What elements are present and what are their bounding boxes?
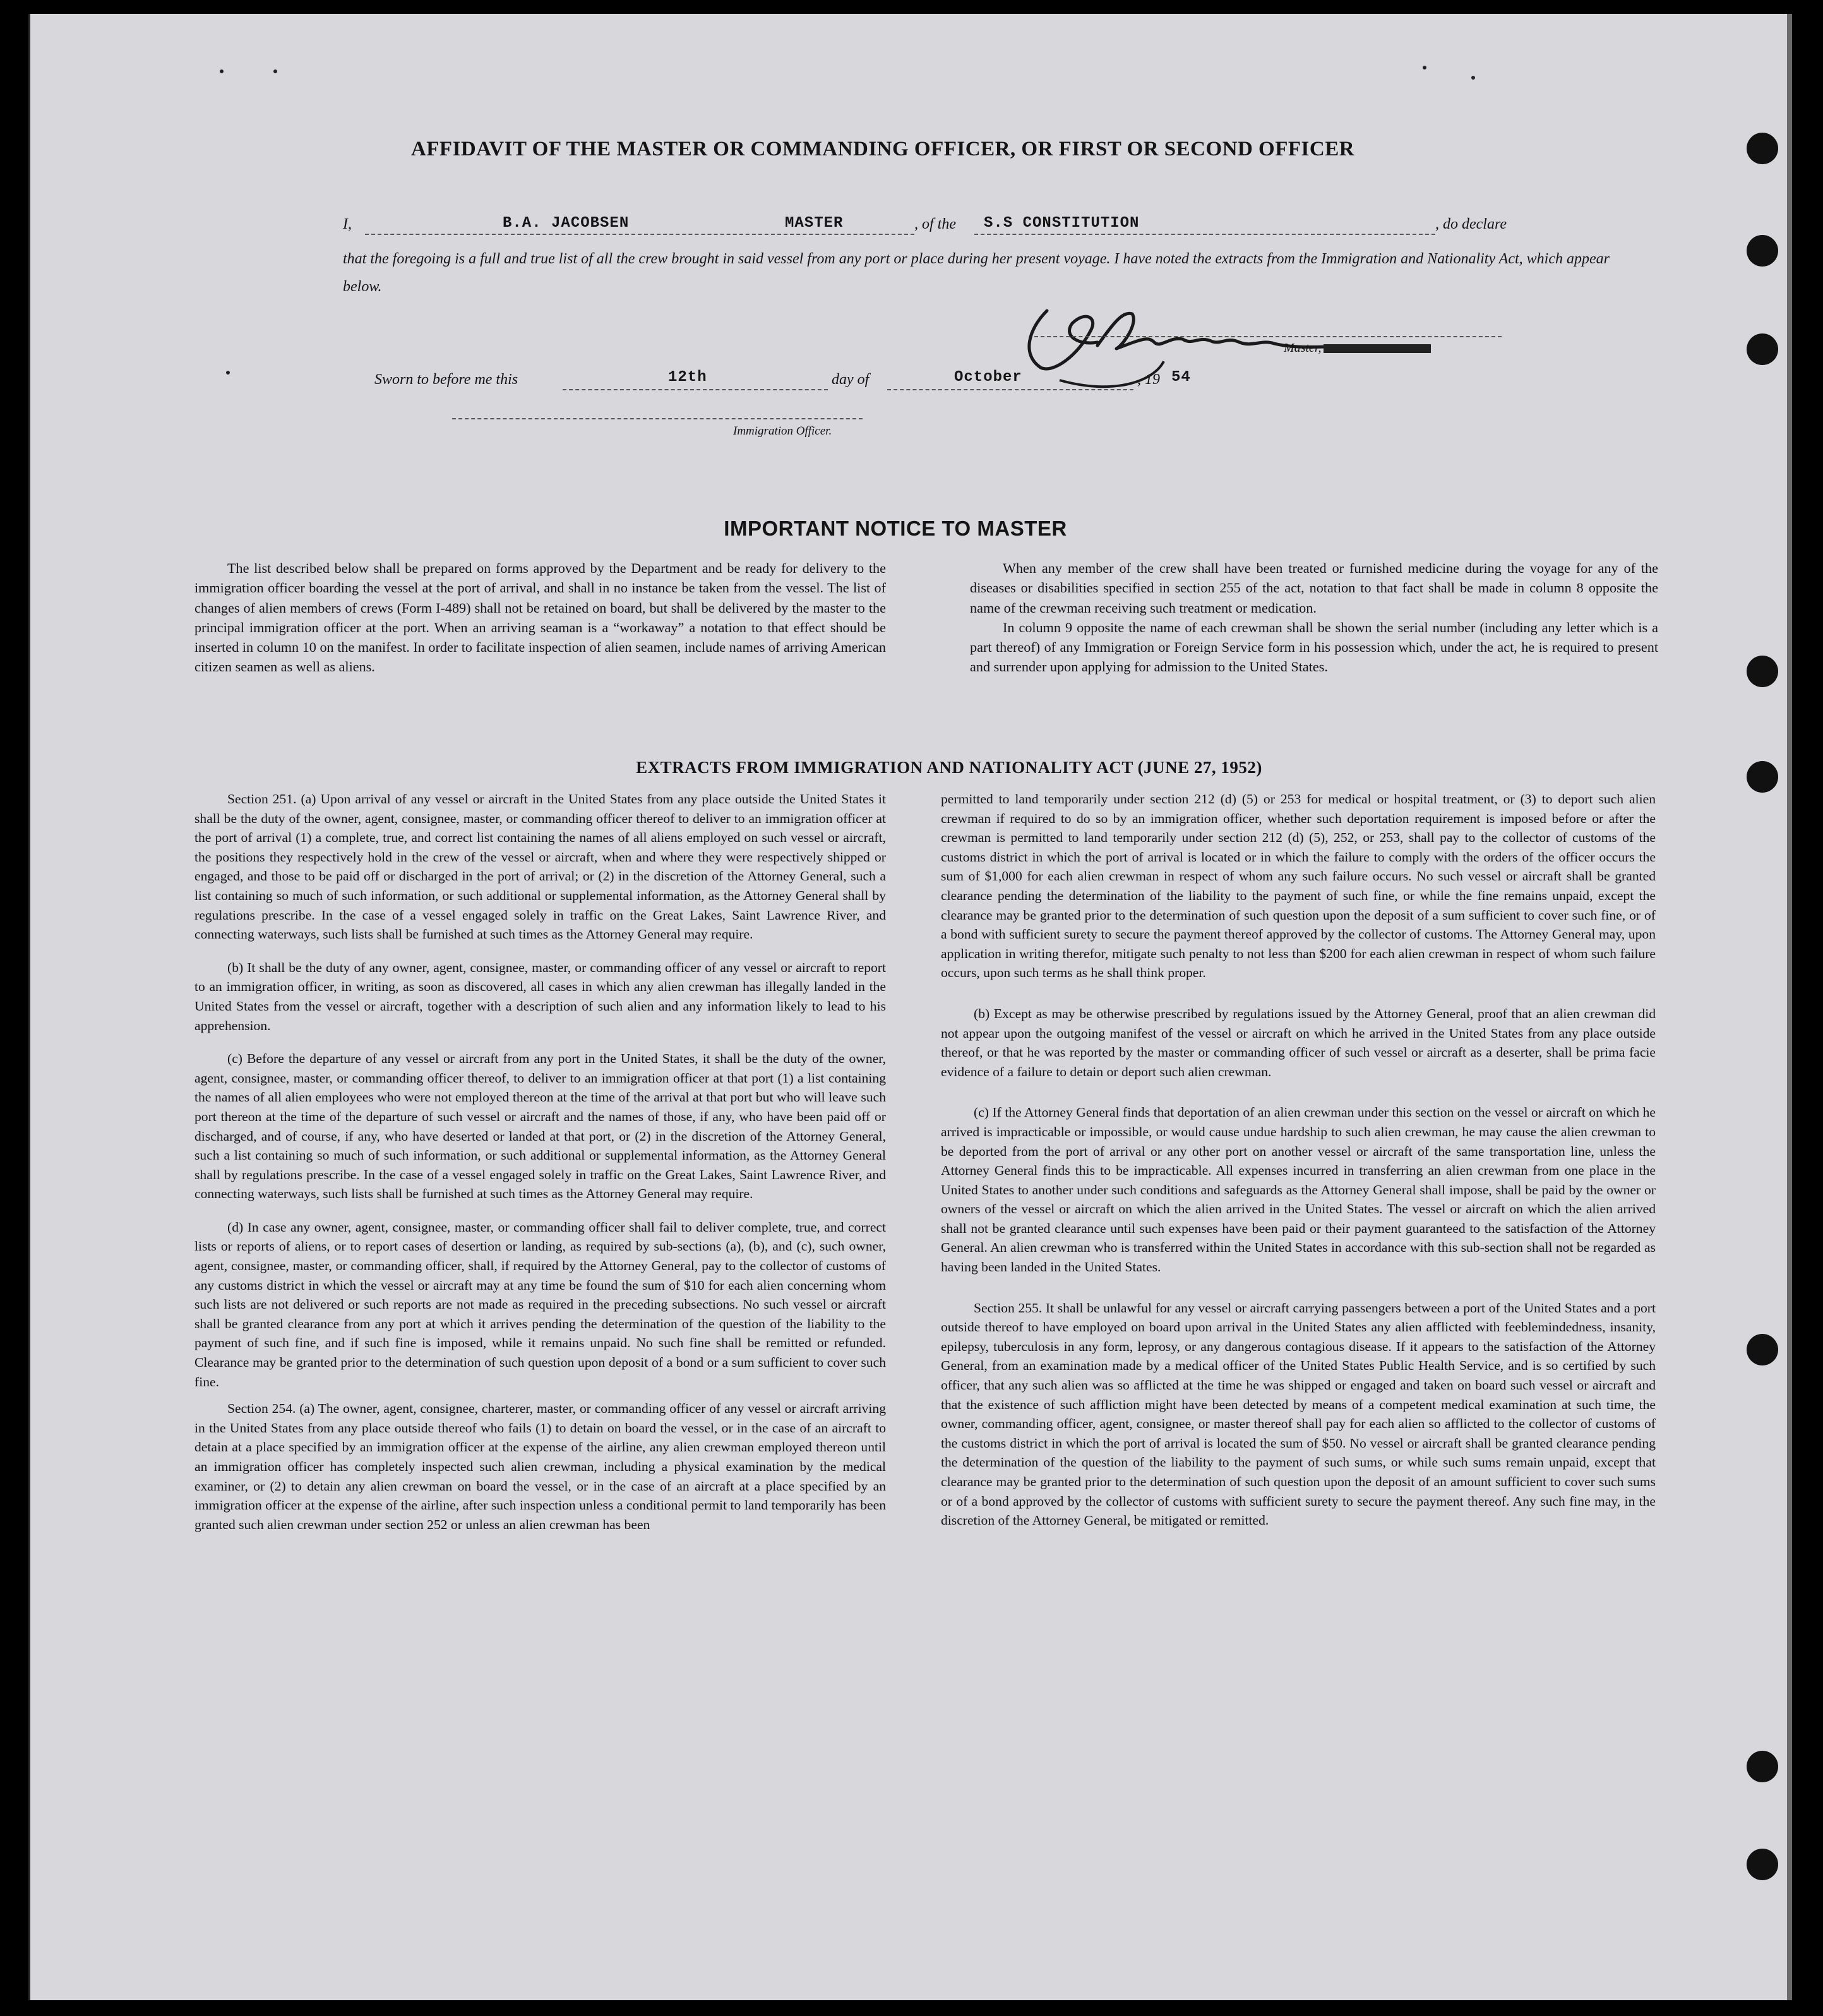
- punch-hole: [1747, 1334, 1778, 1365]
- speck: [1423, 66, 1426, 69]
- notice-paragraph: In column 9 opposite the name of each crewman shall be shown the serial number (including any letter which is a part thereof) of any Immigration or Foreign Service form in his possession which, under the act, he is required to present and surrender upon applying for admission to the United States.: [970, 619, 1658, 675]
- struck-out-text: [1324, 344, 1431, 353]
- speck: [273, 69, 277, 73]
- section-254-a-continued: permitted to land temporarily under section 212 (d) (5) or 253 for medical or hospital treatment, or (3) to deport such alien crewman if required to do so by an immigration officer, whether such deportation requirement is imposed before or after the crewman is permitted to land temporarily under section 212 (d) (5), 252, or 253, shall pay to the collector of customs of the customs district in which the port of arrival is located or in which the failure to comply with the orders of the officer occurs the sum of $1,000 for each alien crewman in respect of whom any such failure occurs. No such vessel or aircraft shall be granted clearance pending the determination of the liability to the payment of such fine, or while the fine remains unpaid, except the clearance may be granted prior to the determination of such question upon the deposit of a sum sufficient to cover such fine, or of a bond with sufficient surety to secure the payment thereof approved by the collector of customs. The Attorney General may, upon application in writing therefor, mitigate such penalty to not less than $200 for each alien crewman in respect of whom such failure occurs, upon such terms as he shall think proper.: [941, 791, 1656, 981]
- year-suffix: 54: [1171, 369, 1191, 386]
- speck: [1471, 76, 1475, 80]
- sworn-month: October: [954, 369, 1022, 386]
- notice-paragraph: The list described below shall be prepared on forms approved by the Department and be ready for delivery to the immigration officer boarding the vessel at the port of arrival, and shall in no instance be taken from the vessel. The list of changes of alien members of crews (Form I-489) shall not be retained on board, but shall be delivered by the master to the principal immigration officer at the port. When an arriving seaman is a “workaway” a notation to that effect should be inserted in column 10 on the manifest. In order to facilitate inspection of alien seamen, include names of arriving American citizen seamen as well as aliens.: [194, 560, 886, 675]
- notice-left-column: [194, 558, 886, 685]
- punch-hole: [1747, 1751, 1778, 1782]
- extracts-left-column: [194, 789, 886, 1542]
- immigration-officer-caption: Immigration Officer.: [733, 424, 832, 438]
- document-page: [28, 14, 1792, 2000]
- section-254-c: (c) If the Attorney General finds that deportation of an alien crewman under this section on the vessel or aircraft on which he arrived is impracticable or impossible, or would cause undue hardship to such alien crewman, he may cause the alien crewman to be deported from the port of arrival or any other port on another vessel or aircraft of the same transportation line, unless the Attorney General finds this to be impracticable. All expenses incurred in transferring an alien crewman from one place in the United States to another under such conditions and safeguards as the Attorney General shall impose, shall be paid by the owner or owners of the vessel or aircraft on which the alien arrived in the United States. The vessel or aircraft on which the alien arrived shall not be granted clearance until such expenses have been paid or their payment guaranteed to the satisfaction of the Attorney General. An alien crewman who is transferred within the United States in accordance with this sub-section shall not be regarded as having been landed in the United States.: [941, 1105, 1656, 1275]
- punch-hole: [1747, 656, 1778, 687]
- extracts-right-column: [941, 789, 1656, 1538]
- blank-line: [563, 389, 828, 390]
- sworn-prefix: Sworn to before me this: [374, 371, 518, 388]
- of-the-text: , of the: [914, 216, 956, 232]
- blank-line: [887, 389, 1133, 390]
- notice-paragraph: When any member of the crew shall have been treated or furnished medicine during the voyage for any of the diseases or disabilities specified in section 255 of the act, notation to that fact shall be made in column 8 opposite the name of the crewman receiving such treatment or medication.: [970, 560, 1658, 616]
- blank-line: [974, 234, 1435, 235]
- section-255: Section 255. It shall be unlawful for any vessel or aircraft carrying passengers between a port of the United States and a port outside thereof to have employed on board upon arrival in the United States any alien afflicted with feeblemindedness, insanity, epilepsy, tuberculosis in any form, leprosy, or any dangerous contagious disease. If it appears to the satisfaction of the Attorney General, from an examination made by a medical officer of the United States Public Health Service, and is so certified by such officer, that any such alien was so afflicted at the time he was shipped or engaged and taken on board such vessel or aircraft and that the existence of such affliction might have been detected by means of a competent medical examination at such time, the owner, commanding officer, agent, consignee, or master thereof shall pay for each alien so afflicted to the collector of customs of the customs district in which the port of arrival is located the sum of $50. No vessel or aircraft shall be granted clearance pending the determination of the question of the liability to the payment of such sums, or while such sums remain unpaid, except that clearance may be granted prior to the determination of such question upon the deposit of an amount sufficient to cover such sums or of a bond approved by the collector of customs with sufficient surety to secure the payment thereof. Any such fine may, in the discretion of the Attorney General, be mitigated or remitted.: [941, 1300, 1656, 1528]
- sworn-day: 12th: [668, 369, 707, 386]
- master-caption: [1284, 341, 1431, 356]
- signature-line: [1034, 336, 1502, 337]
- section-251-c: (c) Before the departure of any vessel or aircraft from any port in the United States, it shall be the duty of the owner, agent, consignee, master, or commanding officer thereof, to deliver to an immigration officer at that port (1) a list containing the names of all alien employees who were not employed thereon at the time of the arrival at that port but who will leave such port thereon at the time of the departure of such vessel or aircraft and the names of those, if any, who have been paid off or discharged, and of course, if any, who have deserted or landed at that port, or (2) in the discretion of the Attorney General, such a list containing so much of such information, or such additional or supplemental information, as the Attorney General shall by regulations prescribe. In the case of a vessel engaged solely in traffic on the Great Lakes, Saint Lawrence River, and connecting waterways, such lists shall be furnished at such times as the Attorney General may require.: [194, 1051, 886, 1202]
- declaration-body: that the foregoing is a full and true list of all the crew brought in said vessel from any port or place during her present voyage. I have noted the extracts from the Immigration and Nationality Act, which appear below.: [343, 251, 1610, 295]
- year-prefix: , 19: [1137, 371, 1160, 388]
- section-254-b: (b) Except as may be otherwise prescribed by regulations issued by the Attorney General, proof that an alien crewman did not appear upon the outgoing manifest of the vessel or aircraft on which he arrived in the United States from any place outside thereof, or that he was reported by the master or commanding officer of such vessel or aircraft as a deserter, shall be prima facie evidence of a failure to detain or deport such alien crewman.: [941, 1005, 1656, 1079]
- section-251-a: Section 251. (a) Upon arrival of any vessel or aircraft in the United States from any place outside the United States it shall be the duty of the owner, agent, consignee, master, or commanding officer thereof to deliver to an immigration officer at the port of arrival (1) a complete, true, and correct list containing the names of all aliens employed on such vessel or aircraft, the positions they respectively hold in the crew of the vessel or aircraft, when and where they were respectively shipped or engaged, and those to be paid off or discharged in the port of arrival; or (2) in the discretion of the Attorney General, such a list containing so much of such information, or such additional or supplemental information, as the Attorney General shall by regulations prescribe. In the case of a vessel engaged solely in traffic on the Great Lakes, Saint Lawrence River, and connecting waterways, such lists shall be furnished at such times as the Attorney General may require.: [194, 791, 886, 942]
- vessel-name: S.S CONSTITUTION: [984, 215, 1140, 232]
- speck: [220, 69, 224, 73]
- punch-hole: [1747, 133, 1778, 164]
- notice-right-column: [970, 558, 1658, 685]
- day-of-text: day of: [832, 371, 870, 388]
- punch-hole: [1747, 333, 1778, 365]
- do-declare-text: , do declare: [1435, 216, 1507, 232]
- section-251-b: (b) It shall be the duty of any owner, agent, consignee, master, or commanding officer of any vessel or aircraft to report to an immigration officer, in writing, as soon as discovered, all cases in which any alien crewman has illegally landed in the United States from the vessel or aircraft, together with a description of such alien and any information likely to lead to his apprehension.: [194, 959, 886, 1033]
- affidavit-title: AFFIDAVIT OF THE MASTER OR COMMANDING OFFICER, OR FIRST OR SECOND OFFICER: [410, 138, 1355, 160]
- punch-hole: [1747, 235, 1778, 267]
- notice-title: IMPORTANT NOTICE TO MASTER: [724, 517, 1067, 540]
- master-name: B.A. JACOBSEN: [503, 215, 630, 232]
- master-rank: MASTER: [785, 215, 844, 232]
- declaration-prefix: I,: [343, 216, 352, 232]
- extracts-title: EXTRACTS FROM IMMIGRATION AND NATIONALITY ACT (JUNE 27, 1952): [636, 758, 1262, 777]
- section-254-a: Section 254. (a) The owner, agent, consignee, charterer, master, or commanding officer of any vessel or aircraft arriving in the United States from any place outside thereof who fails (1) to detain on board the vessel, or in the case of an aircraft to detain at a place specified by an immigration officer at the expense of the airline, any alien crewman employed thereon until an immigration officer has completely inspected such alien crewman, including a physical examination by the medical examiner, or (2) to detain any alien crewman on board the vessel, or in the case of an aircraft at a place specified by an immigration officer at the expense of the airline, after such inspection unless a conditional permit to land temporarily has been granted such alien crewman under section 252 or unless an alien crewman has been: [194, 1401, 886, 1532]
- punch-hole: [1747, 1849, 1778, 1880]
- blank-line: [365, 234, 914, 235]
- master-caption-label: Master,: [1284, 341, 1322, 355]
- section-251-d: (d) In case any owner, agent, consignee, master, or commanding officer shall fail to deliver complete, true, and correct lists or reports of aliens, or to report cases of desertion or landing, as required by sub-sections (a), (b), and (c), such owner, agent, consignee, master, or commanding officer, shall, if required by the Attorney General, pay to the collector of customs of any customs district in which the vessel or aircraft may at any time be found the sum of $10 for each alien concerning whom such lists are not delivered or such reports are not made as required in the preceding subsections. No such vessel or aircraft shall be granted clearance from any port at which it arrives pending the determination of the question of the liability to the payment of such fine, and if such fine is imposed, while it remains unpaid. No such fine shall be remitted or refunded. Clearance may be granted prior to the determination of such question upon deposit of a bond or a sum sufficient to cover such fine.: [194, 1219, 886, 1389]
- speck: [226, 371, 230, 375]
- declaration-line: [343, 216, 1612, 241]
- sworn-line: [374, 371, 1258, 397]
- immigration-officer-signature-line: [452, 418, 863, 419]
- page-edge-shadow: [1787, 14, 1792, 2000]
